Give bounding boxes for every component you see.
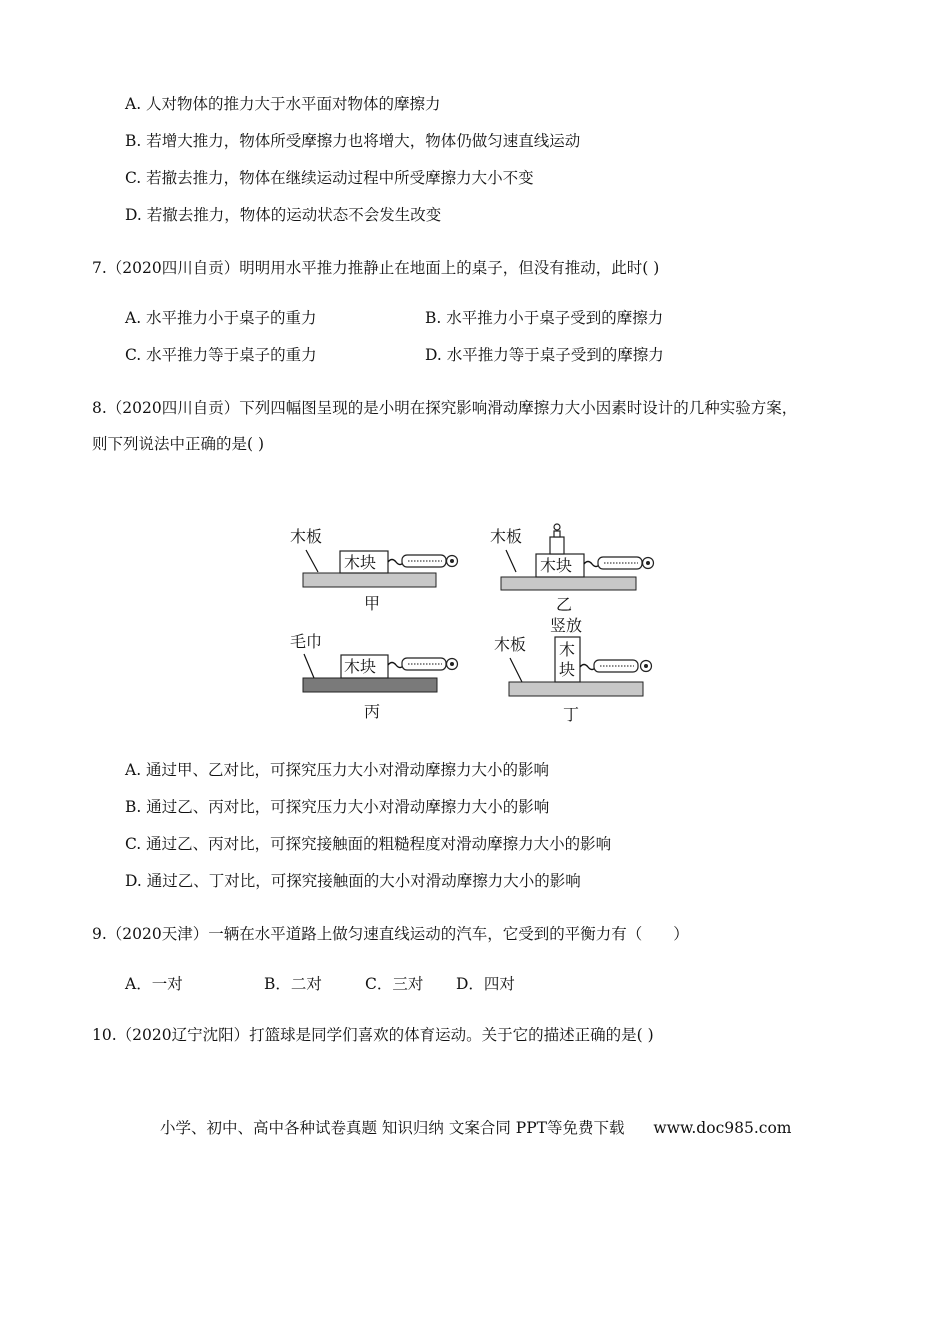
block-label-jia: 木块	[344, 553, 377, 572]
q6-option-a: A. 人对物体的推力大于水平面对物体的摩擦力	[125, 95, 441, 113]
block-char1-ding: 木	[559, 640, 576, 659]
footer-url[interactable]: www.doc985.com	[653, 1119, 792, 1137]
caption-bing: 丙	[364, 702, 381, 721]
q7-option-b: B. 水平推力小于桌子受到的摩擦力	[425, 309, 664, 327]
surface-label-towel: 毛巾	[290, 632, 323, 651]
q6-option-b: B. 若增大推力，物体所受摩擦力也将增大，物体仍做匀速直线运动	[125, 132, 581, 150]
q8-option-a: A. 通过甲、乙对比，可探究压力大小对滑动摩擦力大小的影响	[125, 761, 550, 779]
block-label-bing: 木块	[344, 657, 377, 676]
caption-ding: 丁	[563, 705, 580, 724]
q7-option-a: A. 水平推力小于桌子的重力	[125, 309, 317, 327]
page-footer	[160, 1116, 791, 1138]
panel-bing	[290, 632, 458, 721]
surface-label-wood-jia: 木板	[290, 527, 323, 546]
q8-option-b: B. 通过乙、丙对比，可探究压力大小对滑动摩擦力大小的影响	[125, 798, 550, 816]
q9-option-c: C．三对	[365, 975, 424, 993]
caption-yi: 乙	[556, 595, 573, 614]
q7-stem: 7.（2020四川自贡）明明用水平推力推静止在地面上的桌子，但没有推动，此时( )	[92, 259, 660, 277]
q8-option-c: C. 通过乙、丙对比，可探究接触面的粗糙程度对滑动摩擦力大小的影响	[125, 835, 612, 853]
q9-stem: 9.（2020天津）一辆在水平道路上做匀速直线运动的汽车，它受到的平衡力有（ ）	[92, 925, 689, 943]
surface-label-wood-yi: 木板	[490, 527, 523, 546]
surface-label-wood-ding: 木板	[494, 635, 527, 654]
q7-option-c: C. 水平推力等于桌子的重力	[125, 346, 317, 364]
q7-option-d: D. 水平推力等于桌子受到的摩擦力	[425, 346, 664, 364]
q6-option-d: D. 若撤去推力，物体的运动状态不会发生改变	[125, 206, 442, 224]
board-ding	[509, 682, 643, 696]
towel-board-bing	[303, 678, 437, 692]
panel-jia	[290, 527, 458, 613]
board-jia	[303, 573, 436, 587]
q9-option-a: A．一对	[125, 975, 183, 993]
q8-stem-line2: 则下列说法中正确的是( )	[92, 435, 265, 453]
q8-stem-line1: 8.（2020四川自贡）下列四幅图呈现的是小明在探究影响滑动摩擦力大小因素时设计的几种实验方案，	[92, 399, 798, 417]
q6-option-c: C. 若撤去推力，物体在继续运动过程中所受摩擦力大小不变	[125, 169, 534, 187]
q10-stem: 10.（2020辽宁沈阳）打篮球是同学们喜欢的体育运动。关于它的描述正确的是( )	[92, 1026, 654, 1044]
footer-text: 小学、初中、高中各种试卷真题 知识归纳 文案合同 PPT等免费下载	[160, 1119, 625, 1137]
block-char2-ding: 块	[559, 660, 576, 679]
upright-label: 竖放	[550, 616, 583, 635]
panel-ding	[494, 635, 652, 724]
board-yi	[501, 577, 636, 590]
friction-experiment-figure	[288, 520, 668, 730]
panel-yi	[490, 524, 654, 635]
q8-option-d: D. 通过乙、丁对比，可探究接触面的大小对滑动摩擦力大小的影响	[125, 872, 581, 890]
weight-yi	[550, 537, 564, 554]
block-label-yi: 木块	[540, 556, 573, 575]
q9-option-b: B．二对	[264, 975, 322, 993]
q9-option-d: D．四对	[456, 975, 515, 993]
caption-jia: 甲	[364, 594, 381, 613]
